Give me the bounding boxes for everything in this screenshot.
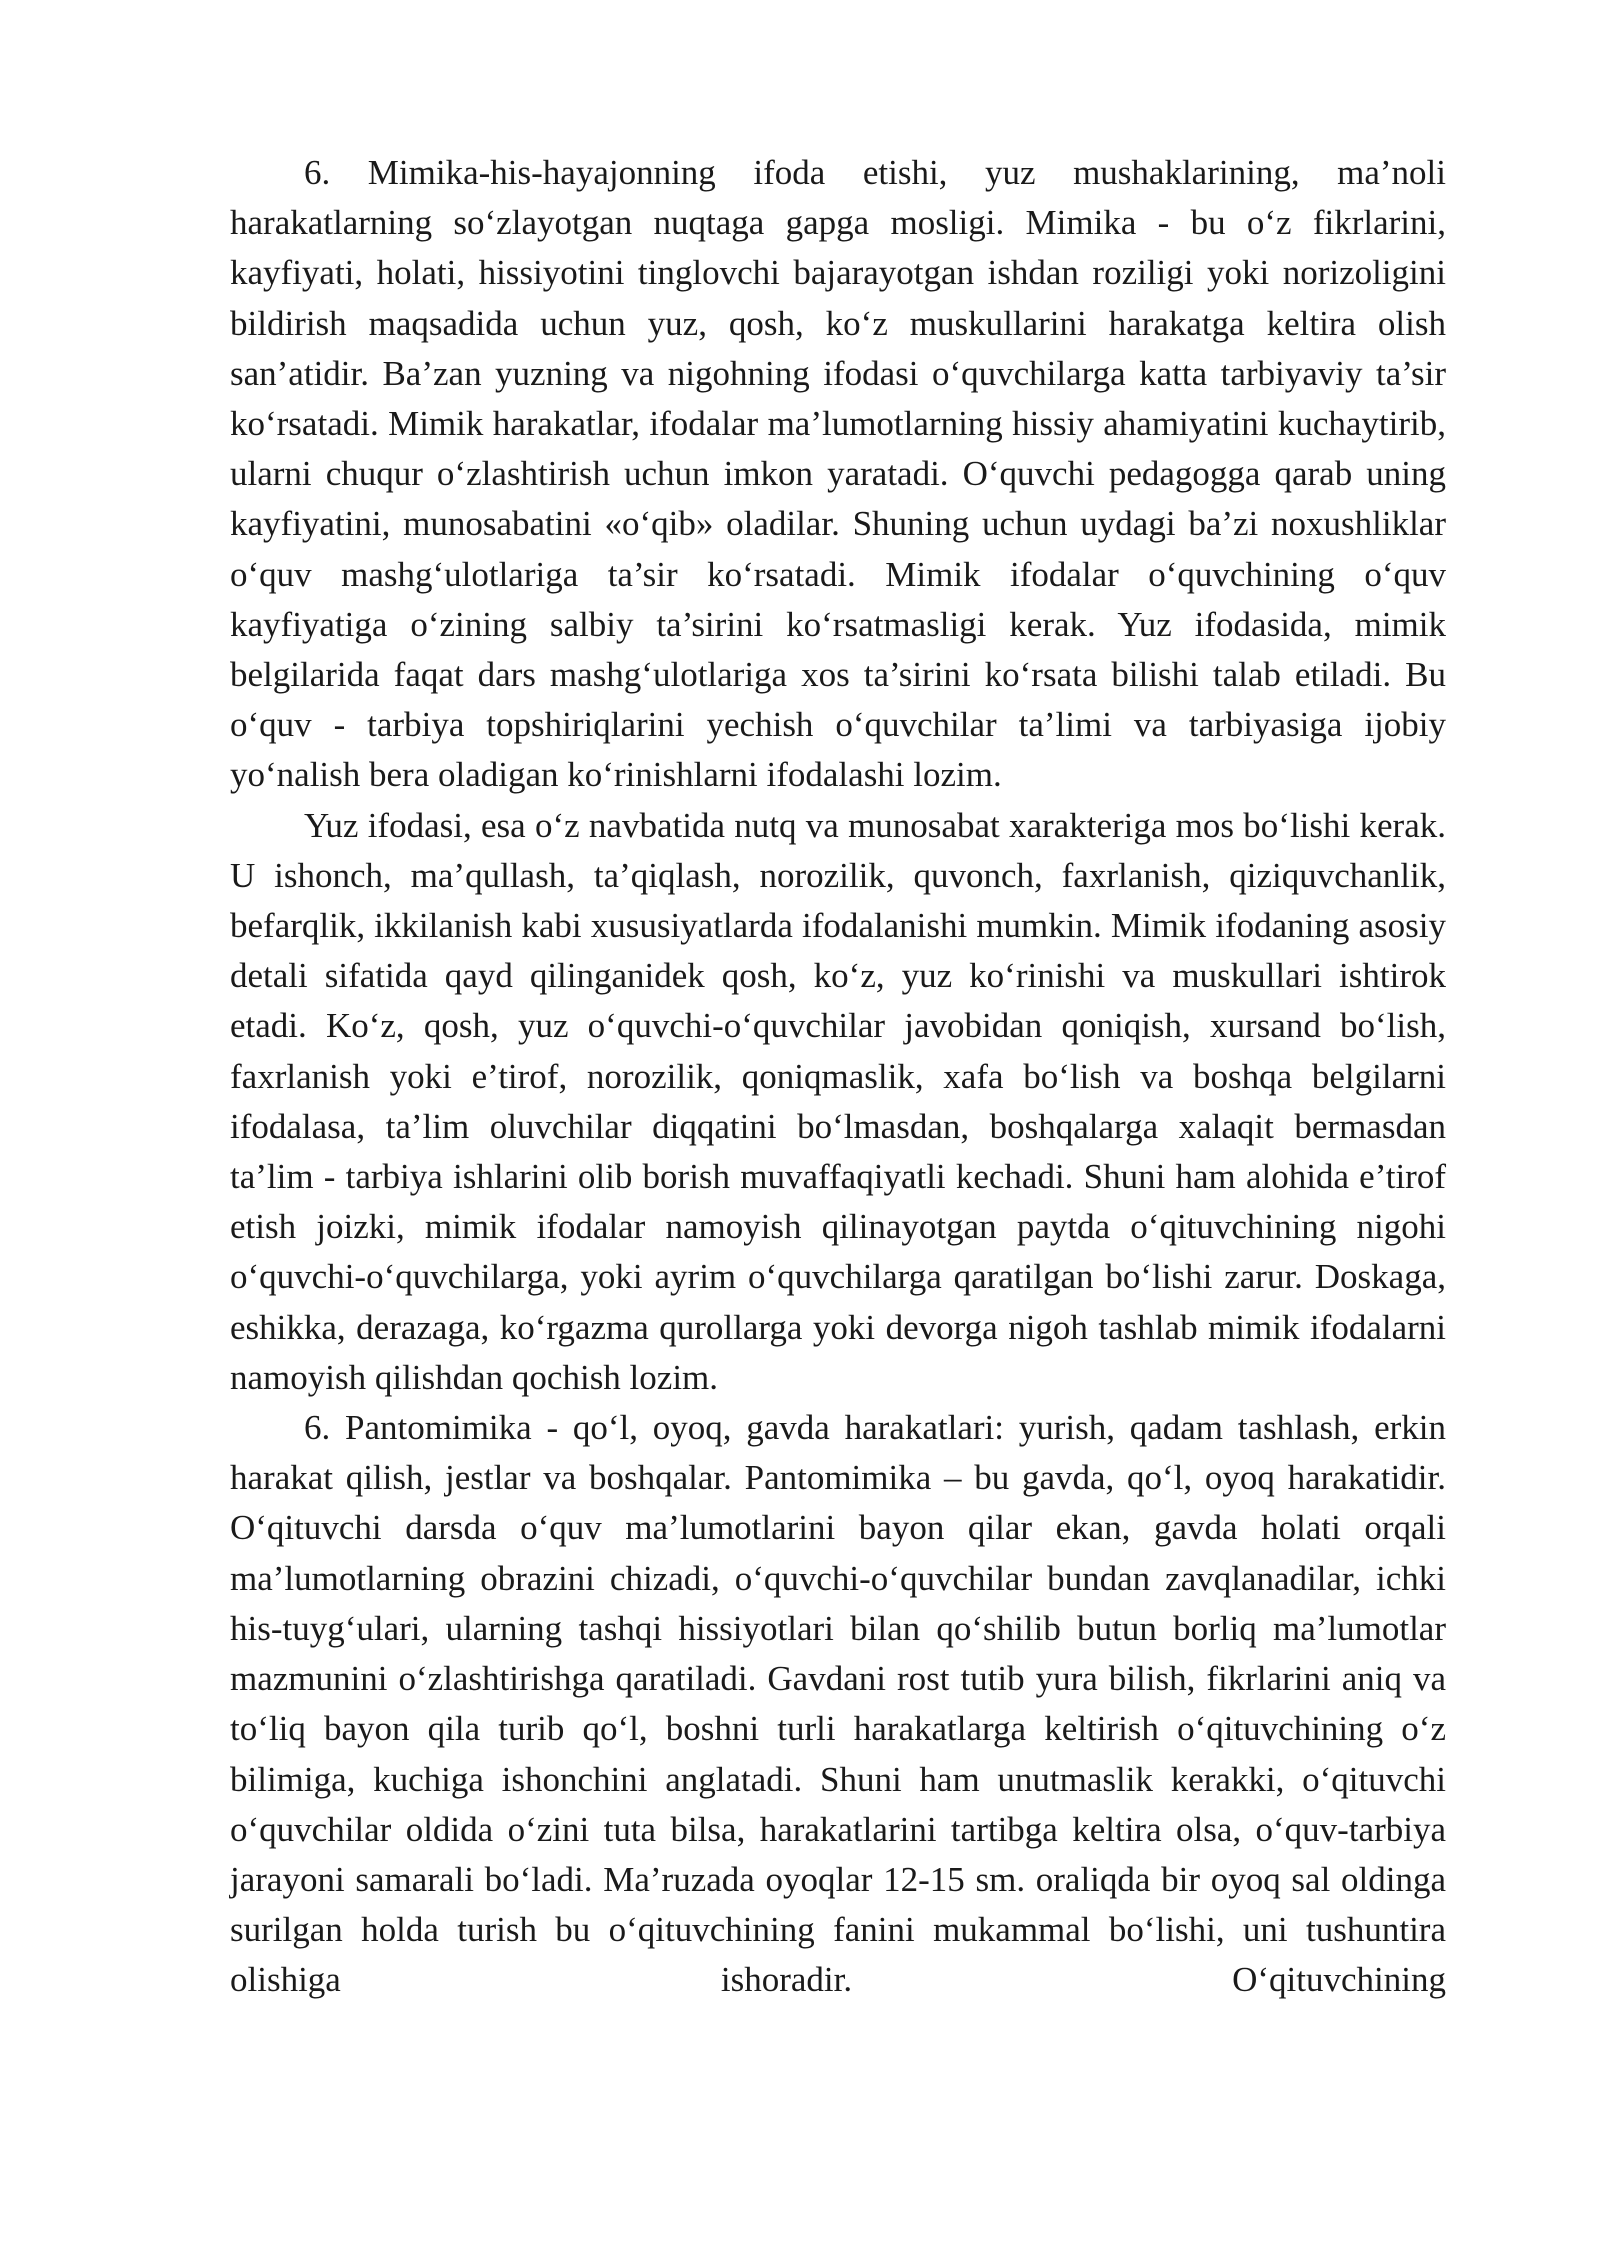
- document-page: [230, 148, 1446, 2006]
- paragraph-mimika: 6. Mimika-his-hayajonning ifoda etishi, yuz mushaklarining, ma’noli harakatlarning so‘zlayotgan nuqtaga gapga mosligi. Mimika - bu o‘z fikrlarini, kayfiyati, holati, hissiyotini tinglovchi bajarayotgan ishdan roziligi yoki norizoligini bildirish maqsadida uchun yuz, qosh, ko‘z muskullarini harakatga keltira olish san’atidir. Ba’zan yuzning va nigohning ifodasi o‘quvchilarga katta tarbiyaviy ta’sir ko‘rsatadi. Mimik harakatlar, ifodalar ma’lumotlarning hissiy ahamiyatini kuchaytirib, ularni chuqur o‘zlashtirish uchun imkon yaratadi. O‘quvchi pedagogga qarab uning kayfiyatini, munosabatini «o‘qib» oladilar. Shuning uchun uydagi ba’zi noxushliklar o‘quv mashg‘ulotlariga ta’sir ko‘rsatadi. Mimik ifodalar o‘quvchining o‘quv kayfiyatiga o‘zining salbiy ta’sirini ko‘rsatmasligi kerak. Yuz ifodasida, mimik belgilarida faqat dars mashg‘ulotlariga xos ta’sirini ko‘rsata bilishi talab etiladi. Bu o‘quv - tarbiya topshiriqlarini yechish o‘quvchilar ta’limi va tarbiyasiga ijobiy yo‘nalish bera oladigan ko‘rinishlarni ifodalashi lozim.: [230, 153, 1446, 795]
- paragraph-yuz-ifodasi: Yuz ifodasi, esa o‘z navbatida nutq va munosabat xarakteriga mos bo‘lishi kerak. U ishonch, ma’qullash, ta’qiqlash, norozilik, quvonch, faxrlanish, qiziquvchanlik, befarqlik, ikkilanish kabi xususiyatlarda ifodalanishi mumkin. Mimik ifodaning asosiy detali sifatida qayd qilinganidek qosh, ko‘z, yuz ko‘rinishi va muskullari ishtirok etadi. Ko‘z, qosh, yuz o‘quvchi-o‘quvchilar javobidan qoniqish, xursand bo‘lish, faxrlanish yoki e’tirof, norozilik, qoniqmaslik, xafa bo‘lish va boshqa belgilarni ifodalasa, ta’lim oluvchilar diqqatini bo‘lmasdan, boshqalarga xalaqit bermasdan ta’lim - tarbiya ishlarini olib borish muvaffaqiyatli kechadi. Shuni ham alohida e’tirof etish joizki, mimik ifodalar namoyish qilinayotgan paytda o‘qituvchining nigohi o‘quvchi-o‘quvchilarga, yoki ayrim o‘quvchilarga qaratilgan bo‘lishi zarur. Doskaga, eshikka, derazaga, ko‘rgazma qurollarga yoki devorga nigoh tashlab mimik ifodalarni namoyish qilishdan qochish lozim.: [230, 805, 1446, 1397]
- paragraph-pantomimika: 6. Pantomimika - qo‘l, oyoq, gavda harakatlari: yurish, qadam tashlash, erkin harakat qilish, jestlar va boshqalar. Pantomimika – bu gavda, qo‘l, oyoq harakatidir. O‘qituvchi darsda o‘quv ma’lumotlarini bayon qilar ekan, gavda holati orqali ma’lumotlarning obrazini chizadi, o‘quvchi-o‘quvchilar bundan zavqlanadilar, ichki his-tuyg‘ulari, ularning tashqi hissiyotlari bilan qo‘shilib butun borliq ma’lumotlar mazmunini o‘zlashtirishga qaratiladi. Gavdani rost tutib yura bilish, fikrlarini aniq va to‘liq bayon qila turib qo‘l, boshni turli harakatlarga keltirish o‘qituvchining o‘z bilimiga, kuchiga ishonchini anglatadi. Shuni ham unutmaslik kerakki, o‘qituvchi o‘quvchilar oldida o‘zini tuta bilsa, harakatlarini tartibga keltira olsa, o‘quv-tarbiya jarayoni samarali bo‘ladi. Ma’ruzada oyoqlar 12-15 sm. oraliqda bir oyoq sal oldinga surilgan holda turish bu o‘qituvchining fanini mukammal bo‘lishi, uni tushuntira olishiga ishoradir. O‘qituvchining: [230, 1408, 1446, 2000]
